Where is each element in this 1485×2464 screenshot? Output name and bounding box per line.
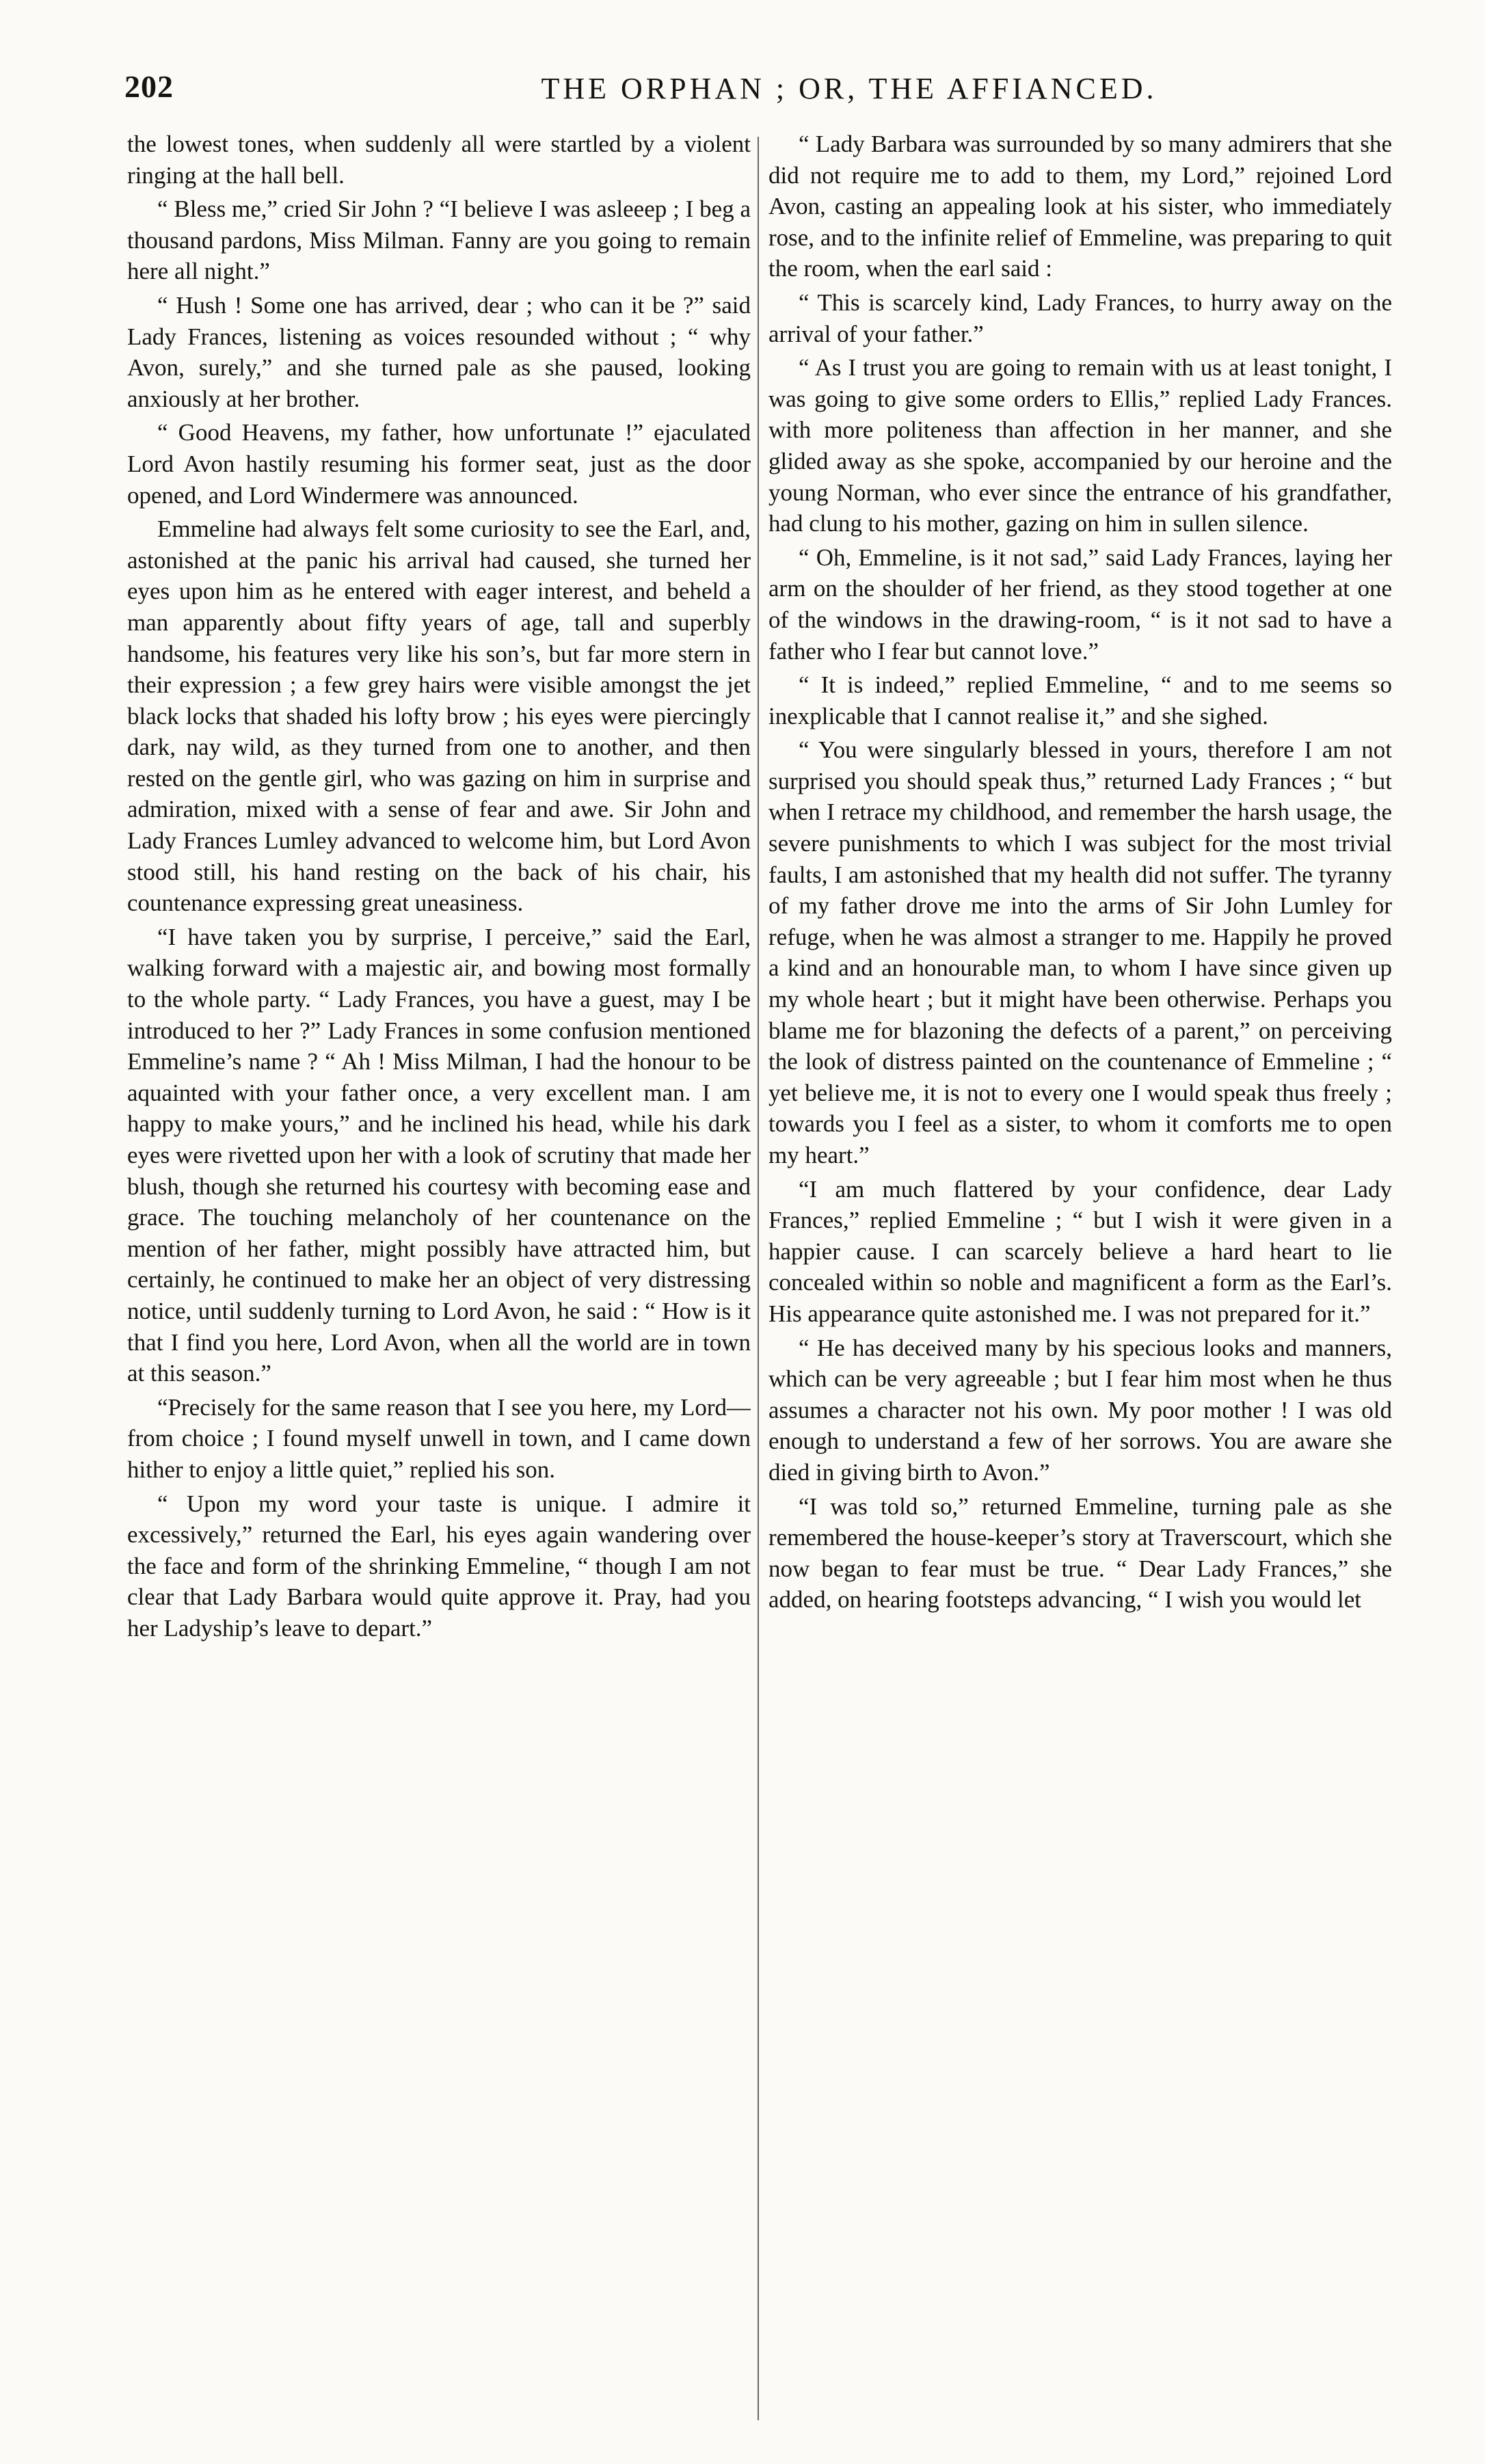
paragraph: “Precisely for the same reason that I see you here, my Lord—from choice ; I found myself unwell in town, and I came down hither to enjoy a little quiet,” replied his son. bbox=[127, 1393, 751, 1483]
paragraph: “ As I trust you are going to remain with us at least tonight, I was going to give some orders to Ellis,” replied Lady Frances. with more politeness than affection in her manner, and she glided away as she spoke, accompanied by our heroine and the young Norman, who ever since the entrance of his grandfather, had clung to his mother, gazing on him in sullen silence. bbox=[768, 354, 1392, 537]
paragraph: “ Lady Barbara was surrounded by so many admirers that she did not require me to add to them, my Lord,” rejoined Lord Avon, casting an appealing look at his sister, who immediately rose, and to the infinite relief of Emmeline, was preparing to quit the room, when the earl said : bbox=[768, 131, 1392, 282]
right-column bbox=[768, 129, 1392, 2371]
paragraph: “I was told so,” returned Emmeline, turning pale as she remembered the house-keeper’s story at Traverscourt, which she now began to fear must be true. “ Dear Lady Frances,” she added, on hearing footsteps advancing, “ I wish you would let bbox=[768, 1492, 1392, 1613]
paragraph: “I am much flattered by your confidence, dear Lady Frances,” replied Emmeline ; “ but I wish it were given in a happier cause. I can scarcely believe a hard heart to lie concealed within so noble and magnificent a form as the Earl’s. His appearance quite astonished me. I was not prepared for it.” bbox=[768, 1175, 1392, 1327]
paragraph: “ Oh, Emmeline, is it not sad,” said Lady Frances, laying her arm on the shoulder of her friend, as they stood together at one of the windows in the drawing-room, “ is it not sad to have a father who I fear but cannot love.” bbox=[768, 544, 1392, 665]
paragraph: “I have taken you by surprise, I perceive,” said the Earl, walking forward with a majestic air, and bowing most formally to the whole party. “ Lady Frances, you have a guest, may I be introduced to her ?” Lady Frances in some confusion mentioned Emmeline’s name ? “ Ah ! Miss Milman, I had the honour to be aquainted with your father once, a very excellent man. I am happy to make yours,” and he inclined his head, while his dark eyes were rivetted upon her with a look of scrutiny that made her blush, though she returned his courtesy with becoming ease and grace. The touching melancholy of her countenance on the mention of her father, might possibly have attracted him, but certainly, he continued to make her an object of very distressing notice, until suddenly turning to Lord Avon, he said : “ How is it that I find you here, Lord Avon, when all the world are in town at this season.” bbox=[127, 923, 751, 1387]
paragraph: “ This is scarcely kind, Lady Frances, to hurry away on the arrival of your father.” bbox=[768, 289, 1392, 347]
paragraph: “ It is indeed,” replied Emmeline, “ and to me seems so inexplicable that I cannot realise it,” and she sighed. bbox=[768, 671, 1392, 729]
page-header bbox=[124, 68, 1362, 116]
page-number: 202 bbox=[124, 69, 174, 104]
paragraph: “ Hush ! Some one has arrived, dear ; who can it be ?” said Lady Frances, listening as voices resounded without ; “ why Avon, surely,” and she turned pale as she paused, looking anxiously at her brother. bbox=[127, 291, 751, 412]
paragraph: “ Upon my word your taste is unique. I admire it excessively,” returned the Earl, his eyes again wandering over the face and form of the shrinking Emmeline, “ though I am not clear that Lady Barbara would quite approve it. Pray, had you her Ladyship’s leave to depart.” bbox=[127, 1490, 751, 1642]
left-column bbox=[127, 129, 751, 2371]
paragraph: the lowest tones, when suddenly all were startled by a violent ringing at the hall bell. bbox=[127, 131, 751, 189]
paragraph: “ You were singularly blessed in yours, therefore I am not surprised you should speak thus,” returned Lady Frances ; “ but when I retrace my childhood, and remember the harsh usage, the severe punishments to which I was subject for the most trivial faults, I am astonished that my health did not suffer. The tyranny of my father drove me into the arms of Sir John Lumley for refuge, when he was almost a stranger to me. Happily he proved a kind and an honourable man, to whom I have since given up my whole heart ; but it might have been otherwise. Perhaps you blame me for blazoning the defects of a parent,” on perceiving the look of distress painted on the countenance of Emmeline ; “ yet believe me, it is not to every one I would speak thus freely ; towards you I feel as a sister, to whom it comforts me to open my heart.” bbox=[768, 736, 1392, 1168]
paragraph: “ He has deceived many by his specious looks and manners, which can be very agreeable ; but I fear him most when he thus assumes a character not his own. My poor mother ! I was old enough to understand a few of her sorrows. You are aware she died in giving birth to Avon.” bbox=[768, 1334, 1392, 1486]
paragraph: Emmeline had always felt some curiosity to see the Earl, and, astonished at the panic his arrival had caused, she turned her eyes upon him as he entered with eager interest, and beheld a man apparently about fifty years of age, tall and superbly handsome, his features very like his son’s, but far more stern in their expression ; a few grey hairs were visible amongst the jet black locks that shaded his lofty brow ; his eyes were piercingly dark, nay wild, as they turned from one to another, and then rested on the gentle girl, who was gazing on him in surprise and admiration, mixed with a sense of fear and awe. Sir John and Lady Frances Lumley advanced to welcome him, but Lord Avon stood still, his hand resting on the back of his chair, his countenance expressing great uneasiness. bbox=[127, 515, 751, 917]
paragraph: “ Bless me,” cried Sir John ? “I believe I was asleeep ; I beg a thousand pardons, Miss Milman. Fanny are you going to remain here all night.” bbox=[127, 196, 751, 285]
column-divider bbox=[758, 137, 759, 2420]
paragraph: “ Good Heavens, my father, how unfortunate !” ejaculated Lord Avon hastily resuming his former seat, just as the door opened, and Lord Windermere was announced. bbox=[127, 419, 751, 509]
running-title: THE ORPHAN ; OR, THE AFFIANCED. bbox=[541, 72, 1158, 105]
